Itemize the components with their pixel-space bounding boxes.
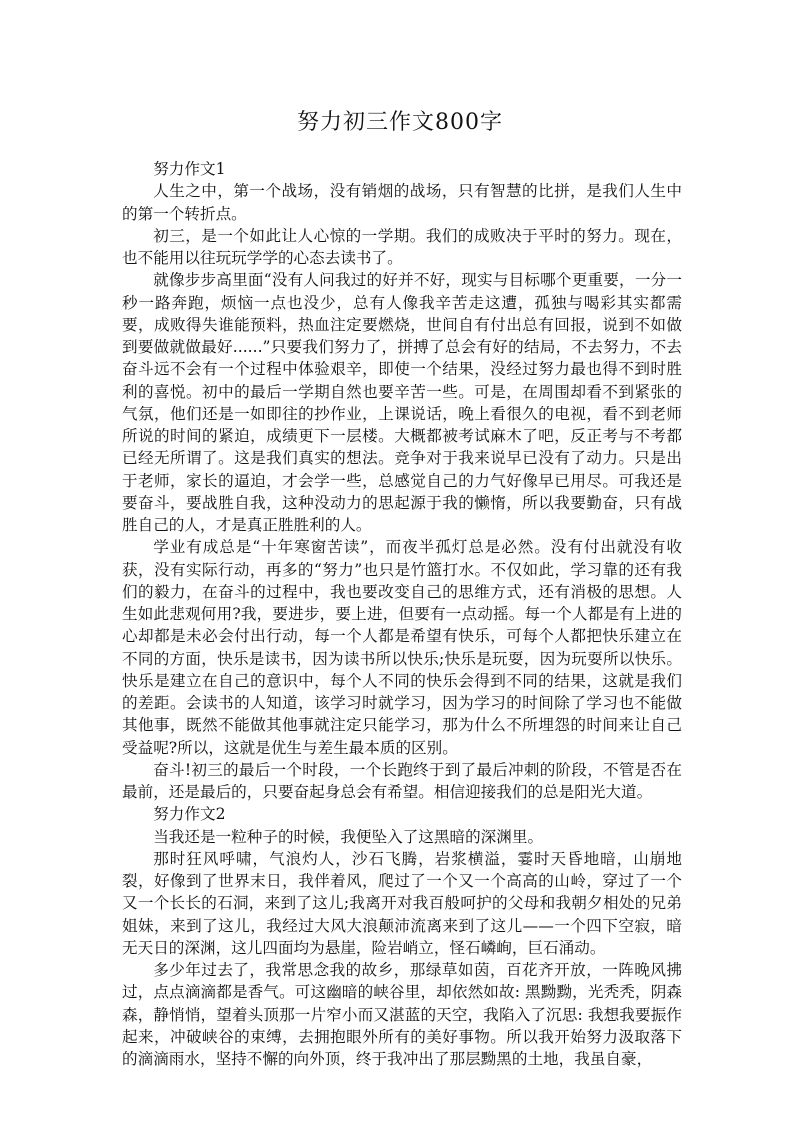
paragraph: 初三，是一个如此让人心惊的一学期。我们的成败决于平时的努力。现在，也不能用以往玩玩学学的心态去读书了。 (122, 226, 682, 267)
paragraph: 那时狂风呼啸，气浪灼人，沙石飞腾，岩浆横溢，霎时天昏地暗，山崩地裂，好像到了世界末日，我伴着风，爬过了一个又一个高高的山岭，穿过了一个又一个长长的石洞，来到了这儿;我离开对我百般呵护的父母和我朝夕相处的兄弟姐妹，来到了这儿，我经过大风大浪颠沛流离来到了这儿——一个四下空寂，暗无天日的深渊，这儿四面均为悬崖，险岩峭立，怪石嶙峋，巨石涌动。 (122, 849, 682, 957)
paragraph: 多少年过去了，我常思念我的故乡，那绿草如茵，百花齐开放，一阵晚风拂过，点点滴滴都是香气。可这幽暗的峡谷里，却依然如故: 黑黝黝，光秃秃，阴森森，静悄悄，望着头顶那一片窄小而又湛蓝的天空，我陷入了沉思: 我想我要振作起来，冲破峡谷的束缚，去拥抱眼外所有的美好事物。所以我开始努力汲取落下的滴滴雨水，坚持不懈的向外顶，终于我冲出了那层黝黑的土地，我虽自豪， (122, 961, 682, 1068)
section-heading-2: 努力作文2 (153, 805, 226, 824)
document-title: 努力初三作文800字 (297, 110, 503, 135)
paragraph: 当我还是一粒种子的时候，我便坠入了这黑暗的深渊里。 (153, 827, 544, 846)
paragraph: 学业有成总是“十年寒窗苦读”，而夜半孤灯总是必然。没有付出就没有收获，没有实际行动，再多的“努力”也只是竹篮打水。不仅如此，学习靠的还有我们的毅力，在奋斗的过程中，我也要改变自己的思维方式，还有消极的思想。人生如此悲观何用?我，要进步，要上进，但要有一点动摇。每一个人都是有上进的心却都是未必会付出行动，每一个人都是希望有快乐，可每个人都把快乐建立在不同的方面，快乐是读书，因为读书所以快乐;快乐是玩耍，因为玩耍所以快乐。快乐是建立在自己的意识中，每个人不同的快乐会得到不同的结果，这就是我们的差距。会读书的人知道，该学习时就学习，因为学习的时间除了学习也不能做其他事，既然不能做其他事就注定只能学习，那为什么不所埋怨的时间来让自己受益呢?所以，这就是优生与差生最本质的区别。 (122, 538, 682, 757)
document-body (122, 158, 682, 1070)
paragraph: 人生之中，第一个战场，没有销烟的战场，只有智慧的比拼，是我们人生中的第一个转折点。 (122, 182, 682, 223)
paragraph: 奋斗!初三的最后一个时段，一个长跑终于到了最后冲刺的阶段，不管是否在最前，还是最后的，只要奋起身总会有希望。相信迎接我们的总是阳光大道。 (122, 760, 682, 801)
paragraph: 就像步步高里面“没有人问我过的好并不好，现实与目标哪个更重要，一分一秒一路奔跑，烦恼一点也没少，总有人像我辛苦走这遭，孤独与喝彩其实都需要，成败得失谁能预料，热血注定要燃烧，世间自有付出总有回报，说到不如做到要做就做最好......”只要我们努力了，拼搏了总会有好的结局，不去努力，不去奋斗远不会有一个过程中体验艰辛，即使一个结果，没经过努力最也得不到时胜利的喜悦。初中的最后一学期自然也要辛苦一些。可是，在周围却看不到紧张的气氛，他们还是一如即往的抄作业，上课说话，晚上看很久的电视，看不到老师所说的时间的紧迫，成绩更下一层楼。大概都被考试麻木了吧，反正考与不考都已经无所谓了。这是我们真实的想法。竞争对于我来说早已没有了动力。只是出于老师，家长的逼迫，才会学一些，总感觉自己的力气好像早已用尽。可我还是要奋斗，要战胜自我，这种没动力的思起源于我的懒惰，所以我要勤奋，只有战胜自己的人，才是真正胜胜利的人。 (122, 271, 682, 534)
section-heading-1: 努力作文1 (153, 160, 226, 178)
